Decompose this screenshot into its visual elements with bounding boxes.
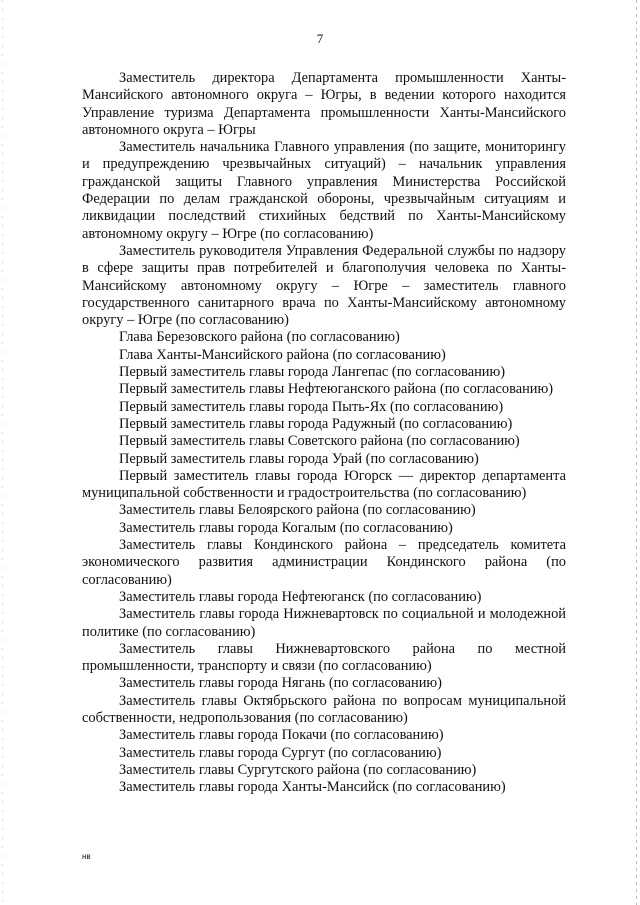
list-item: Заместитель главы города Сургут (по согласованию) bbox=[119, 744, 442, 761]
page-number: 7 bbox=[316, 31, 324, 46]
list-item: Заместитель главы города Нижневартовск по социальной и молодежной политике (по согласованию) bbox=[82, 606, 566, 640]
scan-edge-right bbox=[636, 0, 637, 905]
list-item: Заместитель главы города Когалым (по согласованию) bbox=[119, 519, 453, 536]
list-item: Первый заместитель главы города Югорск — директор департамента муниципальной собственности и градостроительства (по согласованию) bbox=[82, 467, 566, 502]
list-item: Первый заместитель главы Советского района (по согласованию) bbox=[119, 433, 520, 450]
paragraph-deputy-director-industry: Заместитель директора Департамента промышленности Ханты-Мансийского автономного округа – Югры, в ведении которого находится Управление туризма Департамента промышленности Ханты-Мансийского автономного округа – Югры bbox=[82, 70, 566, 138]
list-item: Заместитель главы города Покачи (по согласованию) bbox=[119, 727, 444, 744]
footer-initials: нв bbox=[82, 852, 91, 861]
scan-edge-left bbox=[2, 0, 3, 905]
list-item: Первый заместитель главы города Лангепас (по согласованию) bbox=[119, 364, 506, 381]
list-item: Первый заместитель главы города Урай (по согласованию) bbox=[119, 450, 479, 467]
list-item: Заместитель главы Кондинского района – председатель комитета экономического развития администрации Кондинского района (по согласованию) bbox=[82, 537, 566, 588]
list-item: Первый заместитель главы города Радужный (по согласованию) bbox=[119, 415, 513, 432]
list-item: Заместитель главы города Ханты-Мансийск (по согласованию) bbox=[119, 779, 506, 796]
list-item: Заместитель главы Белоярского района (по согласованию) bbox=[119, 502, 476, 519]
list-item: Глава Березовского района (по согласованию) bbox=[119, 329, 400, 346]
list-item: Заместитель главы Нижневартовского района по местной промышленности, транспорту и связи (по согласованию) bbox=[82, 640, 566, 675]
list-item: Заместитель главы города Нефтеюганск (по согласованию) bbox=[119, 588, 482, 605]
list-item: Первый заместитель главы Нефтеюганского района (по согласованию) bbox=[119, 381, 554, 398]
list-item: Глава Ханты-Мансийского района (по согласованию) bbox=[119, 346, 446, 363]
list-item: Заместитель главы города Нягань (по согласованию) bbox=[119, 675, 442, 692]
list-item: Заместитель главы Сургутского района (по согласованию) bbox=[119, 761, 477, 778]
list-item: Первый заместитель главы города Пыть-Ях (по согласованию) bbox=[119, 398, 504, 415]
document-body bbox=[82, 70, 566, 796]
paragraph-deputy-head-emergency: Заместитель начальника Главного управления (по защите, мониторингу и предупреждению чрезвычайных ситуаций) – начальник управления гражданской защиты Главного управления Министерства Российской Федерации по делам гражданской обороны, чрезвычайным ситуациям и ликвидации последствий стихийных бедствий по Ханты-Мансийскому автономному округу – Югре (по согласованию) bbox=[82, 139, 566, 242]
paragraph-deputy-head-rospotrebnadzor: Заместитель руководителя Управления Федеральной службы по надзору в сфере защиты прав потребителей и благополучия человека по Ханты-Мансийскому автономному округу – Югре – заместитель главного государственного санитарного врача по Ханты-Мансийскому автономному округу – Югре (по согласованию) bbox=[82, 242, 566, 329]
list-item: Заместитель главы Октябрьского района по вопросам муниципальной собственности, недропользования (по согласованию) bbox=[82, 692, 566, 726]
